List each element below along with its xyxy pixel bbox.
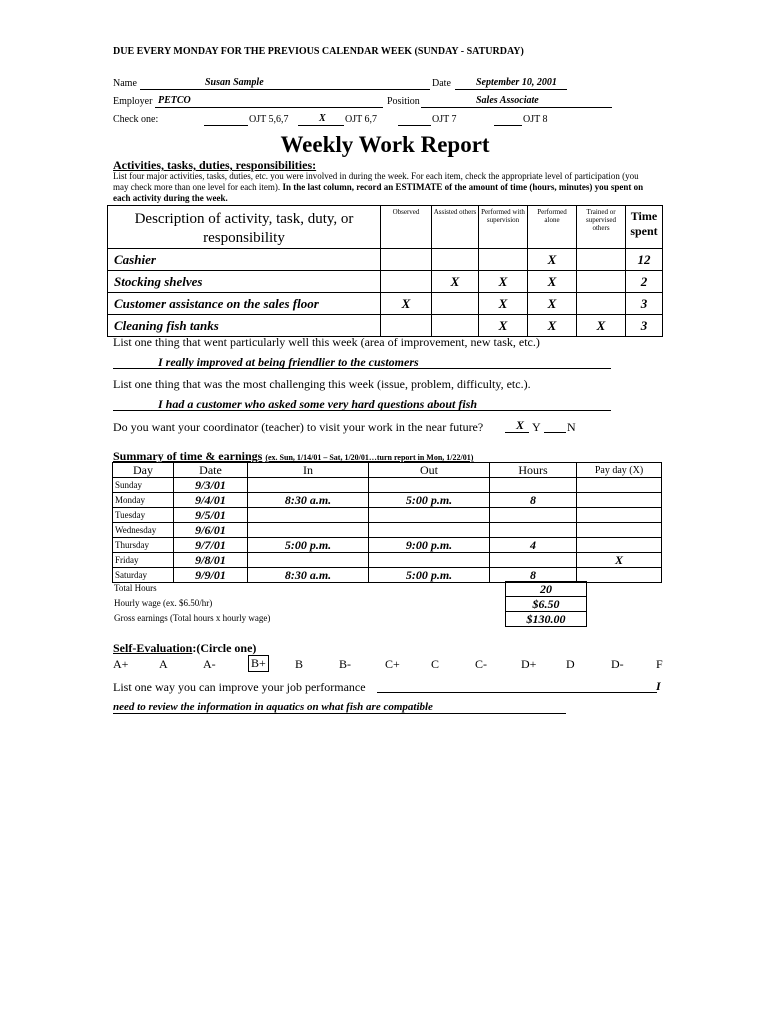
activity-time[interactable]: 2 [626, 271, 663, 293]
name-field[interactable]: Susan Sample [205, 77, 264, 88]
row-hours[interactable] [490, 508, 577, 523]
row-date[interactable]: 9/6/01 [174, 523, 248, 538]
row-day: Friday [113, 553, 174, 568]
summary-table [112, 462, 662, 583]
date-field[interactable]: September 10, 2001 [476, 77, 557, 88]
gross-earnings-value[interactable]: $130.00 [506, 612, 587, 627]
row-day: Wednesday [113, 523, 174, 538]
summary-row [113, 478, 662, 493]
ojt-7-checkbox[interactable] [398, 125, 431, 126]
row-day: Thursday [113, 538, 174, 553]
activity-mark[interactable] [381, 271, 432, 293]
col-hours: Hours [490, 463, 577, 478]
position-field[interactable]: Sales Associate [476, 95, 539, 106]
activity-mark[interactable] [432, 315, 479, 337]
summary-row [113, 508, 662, 523]
activity-name[interactable]: Customer assistance on the sales floor [108, 293, 381, 315]
activity-mark[interactable] [381, 315, 432, 337]
col-date: Date [174, 463, 248, 478]
grade-b[interactable]: B [295, 657, 304, 671]
row-hours[interactable]: 8 [490, 493, 577, 508]
activity-row [108, 315, 663, 337]
row-out[interactable] [369, 553, 490, 568]
row-pay[interactable] [577, 508, 662, 523]
summary-row [113, 538, 662, 553]
grade-a-plus[interactable]: A+ [113, 657, 129, 671]
row-hours[interactable] [490, 478, 577, 493]
answer-went-well[interactable]: I really improved at being friendlier to the customers [158, 355, 419, 369]
summary-heading: Summary of time & earnings [113, 449, 263, 463]
visit-yes-field[interactable] [505, 432, 529, 433]
activity-mark[interactable] [577, 249, 626, 271]
col-trained: Trained or supervised others [577, 206, 626, 249]
ojt-7-label: OJT 7 [432, 114, 457, 125]
improve-answer-start[interactable]: I [656, 679, 661, 693]
row-day: Tuesday [113, 508, 174, 523]
activity-time[interactable]: 3 [626, 293, 663, 315]
improve-answer[interactable]: need to review the information in aquatics on what fish are compatible [113, 701, 433, 713]
activity-mark[interactable]: X [528, 315, 577, 337]
row-pay[interactable] [577, 523, 662, 538]
activities-heading: Activities, tasks, duties, responsibilities: [113, 158, 317, 172]
row-date[interactable]: 9/7/01 [174, 538, 248, 553]
activity-mark[interactable]: X [479, 271, 528, 293]
activity-mark[interactable]: X [479, 315, 528, 337]
page-title: Weekly Work Report [280, 132, 490, 157]
row-out[interactable]: 5:00 p.m. [369, 568, 490, 583]
activity-mark[interactable]: X [577, 315, 626, 337]
ojt-567-checkbox[interactable] [204, 125, 248, 126]
ojt-67-mark: X [319, 113, 326, 124]
activity-name[interactable]: Cleaning fish tanks [108, 315, 381, 337]
activity-time[interactable]: 3 [626, 315, 663, 337]
row-pay[interactable] [577, 568, 662, 583]
col-day: Day [113, 463, 174, 478]
activity-name[interactable]: Stocking shelves [108, 271, 381, 293]
activity-mark[interactable] [432, 249, 479, 271]
activity-row [108, 271, 663, 293]
grade-a[interactable]: A [159, 657, 168, 671]
employer-field-line [155, 107, 383, 108]
activity-name[interactable]: Cashier [108, 249, 381, 271]
row-in[interactable]: 5:00 p.m. [248, 538, 369, 553]
hourly-wage-value[interactable]: $6.50 [506, 597, 587, 612]
activity-mark[interactable]: X [479, 293, 528, 315]
self-eval-heading-line [113, 641, 256, 656]
activity-mark[interactable] [381, 249, 432, 271]
desc-header: Description of activity, task, duty, or responsibility [108, 206, 381, 249]
row-in[interactable]: 8:30 a.m. [248, 568, 369, 583]
visit-yes-mark: X [516, 418, 525, 432]
position-label: Position [387, 96, 420, 107]
visit-no-label: N [567, 420, 576, 434]
row-date[interactable]: 9/4/01 [174, 493, 248, 508]
self-eval-instruction: :(Circle one) [192, 641, 257, 655]
row-out[interactable] [369, 523, 490, 538]
question-challenging: List one thing that was the most challenging this week (issue, problem, difficulty, etc.). [113, 377, 531, 391]
col-in: In [248, 463, 369, 478]
improve-label: List one way you can improve your job performance [113, 680, 366, 694]
due-notice: DUE EVERY MONDAY FOR THE PREVIOUS CALENDAR WEEK (SUNDAY - SATURDAY) [113, 46, 524, 57]
row-day: Saturday [113, 568, 174, 583]
row-hours[interactable]: 4 [490, 538, 577, 553]
activity-mark[interactable]: X [432, 271, 479, 293]
employer-label: Employer [113, 96, 153, 107]
row-date[interactable]: 9/3/01 [174, 478, 248, 493]
activities-intro-bold: In the last column, record an ESTIMATE of the amount of time (hours, minutes) you spent on each activity during the week. [113, 182, 644, 203]
row-in[interactable]: 8:30 a.m. [248, 493, 369, 508]
grade-b-minus[interactable]: B- [339, 657, 351, 671]
row-in[interactable] [248, 553, 369, 568]
grade-f[interactable]: F [656, 657, 663, 671]
row-in[interactable] [248, 508, 369, 523]
row-pay[interactable] [577, 538, 662, 553]
summary-note: (ex. Sun, 1/14/01 – Sat, 1/20/01…turn report in Mon, 1/22/01) [265, 453, 474, 462]
activity-mark[interactable]: X [381, 293, 432, 315]
activity-mark[interactable] [577, 271, 626, 293]
grade-c-plus[interactable]: C+ [385, 657, 400, 671]
row-pay[interactable] [577, 493, 662, 508]
activities-intro: List four major activities, tasks, duties, etc. you were involved in during the week. For each item, check the appropriate level of participation (you may check more than one level for each item). [113, 171, 639, 192]
name-field-line [140, 89, 430, 90]
row-out[interactable]: 9:00 p.m. [369, 538, 490, 553]
row-out[interactable]: 5:00 p.m. [369, 493, 490, 508]
row-out[interactable] [369, 478, 490, 493]
row-day: Sunday [113, 478, 174, 493]
activity-mark[interactable]: X [528, 293, 577, 315]
check-one-label: Check one: [113, 114, 159, 125]
ojt-8-checkbox[interactable] [494, 125, 522, 126]
row-pay[interactable] [577, 478, 662, 493]
col-time-spent: Time spent [626, 206, 663, 249]
ojt-567-label: OJT 5,6,7 [249, 114, 289, 125]
summary-row [113, 493, 662, 508]
date-label: Date [432, 78, 451, 89]
activity-row [108, 249, 663, 271]
row-date[interactable]: 9/9/01 [174, 568, 248, 583]
row-in[interactable] [248, 523, 369, 538]
col-pay-day: Pay day (X) [577, 463, 662, 478]
row-pay[interactable]: X [577, 553, 662, 568]
row-in[interactable] [248, 478, 369, 493]
question-went-well: List one thing that went particularly well this week (area of improvement, new task, etc.) [113, 335, 540, 349]
hourly-wage-label: Hourly wage (ex. $6.50/hr) [114, 598, 213, 608]
grade-d-minus[interactable]: D- [611, 657, 624, 671]
col-observed: Observed [381, 206, 432, 249]
totals-table [505, 581, 587, 627]
position-field-line [421, 107, 612, 108]
col-with-supervision: Performed with supervision [479, 206, 528, 249]
grade-b-plus-circled[interactable]: B+ [248, 655, 269, 672]
activity-time[interactable]: 12 [626, 249, 663, 271]
date-field-line [455, 89, 567, 90]
row-date[interactable]: 9/8/01 [174, 553, 248, 568]
row-hours[interactable] [490, 553, 577, 568]
grade-c[interactable]: C [431, 657, 440, 671]
gross-earnings-label: Gross earnings (Total hours x hourly wage) [114, 613, 271, 623]
ojt-67-checkbox[interactable] [298, 125, 344, 126]
question-visit: Do you want your coordinator (teacher) to visit your work in the near future? [113, 420, 484, 434]
name-label: Name [113, 78, 137, 89]
col-alone: Performed alone [528, 206, 577, 249]
summary-row [113, 553, 662, 568]
ojt-8-label: OJT 8 [523, 114, 548, 125]
total-hours-label: Total Hours [114, 583, 157, 593]
activities-instructions [113, 171, 653, 204]
activity-mark[interactable] [479, 249, 528, 271]
grade-d-plus[interactable]: D+ [521, 657, 537, 671]
total-hours-value[interactable]: 20 [506, 582, 587, 597]
summary-row [113, 523, 662, 538]
activity-mark[interactable]: X [528, 249, 577, 271]
employer-field[interactable]: PETCO [158, 95, 191, 106]
col-out: Out [369, 463, 490, 478]
grade-c-minus[interactable]: C- [475, 657, 487, 671]
improve-field-line [377, 692, 657, 693]
activity-mark[interactable] [577, 293, 626, 315]
row-hours[interactable] [490, 523, 577, 538]
col-assisted: Assisted others [432, 206, 479, 249]
activity-mark[interactable]: X [528, 271, 577, 293]
grade-a-minus[interactable]: A- [203, 657, 216, 671]
row-out[interactable] [369, 508, 490, 523]
activity-row [108, 293, 663, 315]
answer-challenging[interactable]: I had a customer who asked some very hard questions about fish [158, 397, 478, 411]
row-date[interactable]: 9/5/01 [174, 508, 248, 523]
activities-table [107, 205, 663, 337]
ojt-67-label: OJT 6,7 [345, 114, 378, 125]
visit-no-field[interactable] [544, 432, 566, 433]
grade-d[interactable]: D [566, 657, 575, 671]
activity-mark[interactable] [432, 293, 479, 315]
row-hours[interactable]: 8 [490, 568, 577, 583]
self-eval-heading: Self-Evaluation [113, 641, 193, 655]
row-day: Monday [113, 493, 174, 508]
visit-yes-label: Y [532, 420, 541, 434]
